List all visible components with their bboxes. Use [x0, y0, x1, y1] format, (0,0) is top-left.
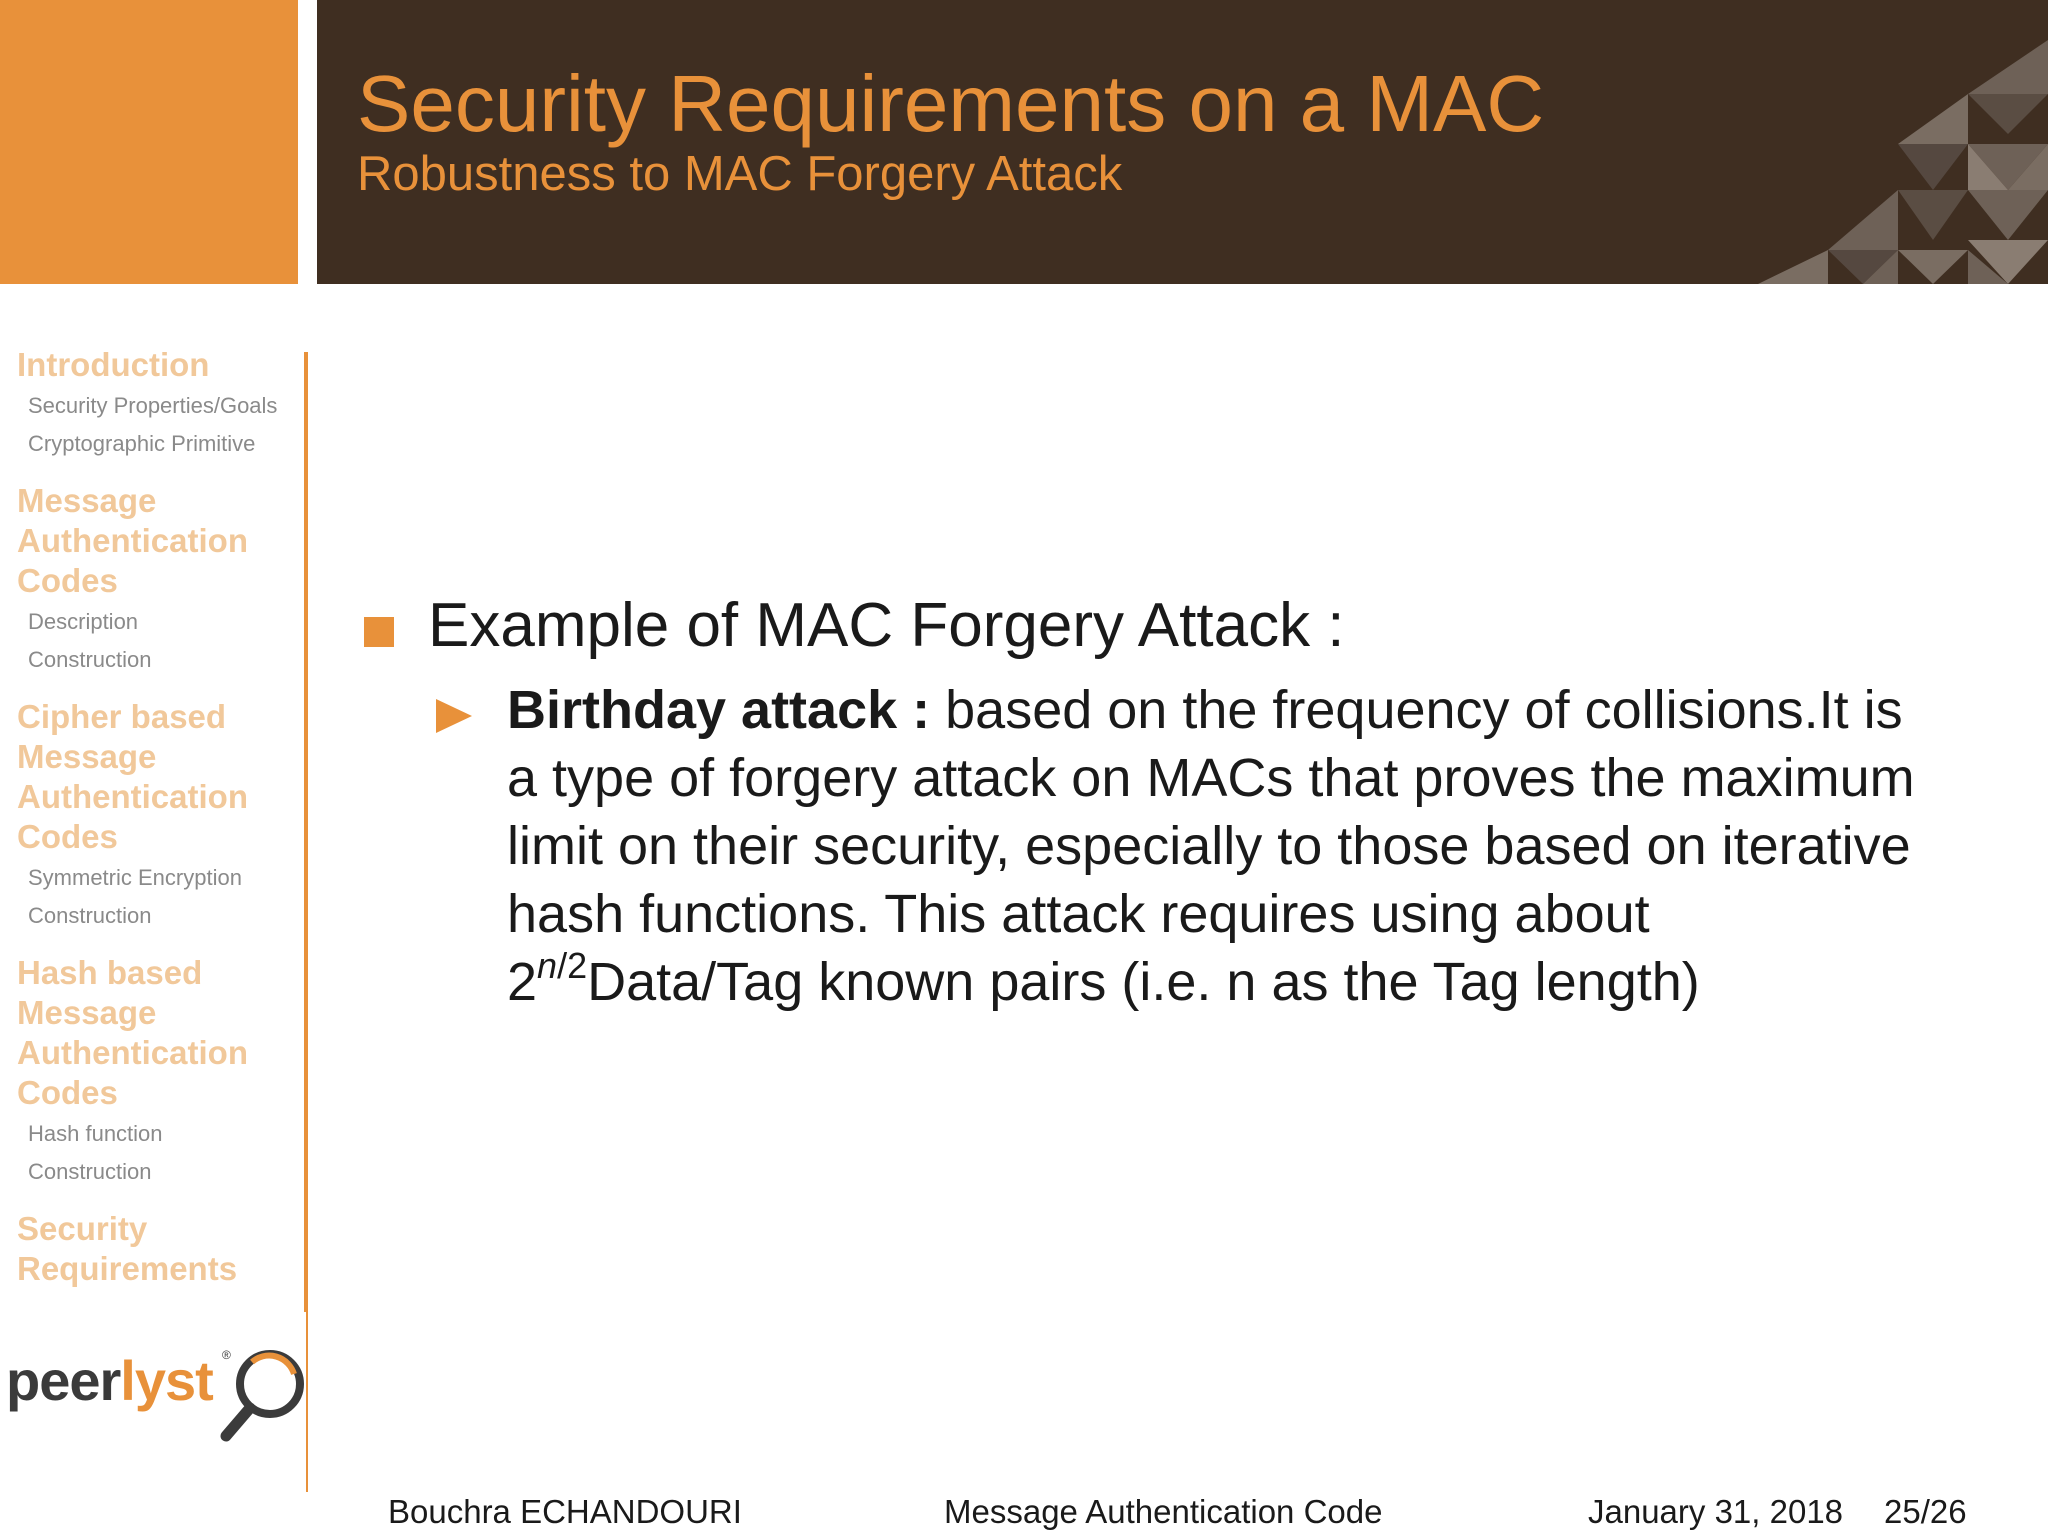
- toc-section-line: Cipher based: [17, 698, 227, 735]
- toc-section-cmac[interactable]: [0, 697, 300, 857]
- peerlyst-logo: [6, 1348, 306, 1448]
- term-label: Birthday attack :: [507, 680, 931, 740]
- toc-section-line: Security: [17, 1210, 148, 1247]
- paragraph-line: a type of forgery attack on MACs that proves the maximum: [507, 748, 1915, 808]
- toc-item-description[interactable]: Description: [28, 609, 139, 634]
- toc-section-line: Codes: [17, 818, 118, 855]
- toc-section-line: Codes: [17, 562, 118, 599]
- sidebar-divider: [304, 352, 308, 1312]
- paragraph-line: $2^{n/2}Data$/Tag known pairs (i.e. n as the Tag length): [507, 945, 1700, 1012]
- logo-wordmark: peerlyst: [6, 1349, 213, 1412]
- bullet-square: [364, 617, 394, 647]
- toc-section-line: Authentication: [17, 1034, 248, 1071]
- header-divider: [298, 0, 307, 284]
- table-of-contents: [0, 345, 300, 1310]
- arrow-bullet-icon: [436, 699, 472, 733]
- footer-author: Bouchra ECHANDOURI: [388, 1493, 742, 1530]
- toc-item-security-properties[interactable]: Security Properties/Goals: [28, 393, 278, 418]
- toc-section-hmac[interactable]: [0, 953, 300, 1113]
- exponent: n/2: [537, 945, 588, 986]
- toc-section-mac[interactable]: [0, 481, 300, 601]
- footer-page-number: 25/26: [1884, 1493, 1967, 1530]
- slide-subtitle: Robustness to MAC Forgery Attack: [357, 147, 1123, 201]
- bullet-item-heading: Example of MAC Forgery Attack :: [428, 591, 1345, 660]
- toc-section-introduction[interactable]: Introduction: [17, 346, 210, 383]
- footer-date: January 31, 2018: [1588, 1493, 1844, 1530]
- toc-section-line: Authentication: [17, 522, 248, 559]
- paragraph-line: hash functions. This attack requires using about: [507, 884, 1650, 944]
- paragraph-line: Birthday attack : based on the frequency of collisions.It is: [507, 680, 1903, 740]
- toc-item-construction[interactable]: Construction: [28, 903, 152, 928]
- toc-section-line: Requirements: [17, 1250, 238, 1287]
- toc-item-construction[interactable]: Construction: [28, 647, 152, 672]
- toc-section-line: Authentication: [17, 778, 248, 815]
- toc-item-hash-function[interactable]: Hash function: [28, 1121, 163, 1146]
- slide-title: Security Requirements on a MAC: [357, 59, 1545, 148]
- toc-item-construction[interactable]: Construction: [28, 1159, 152, 1184]
- toc-section-line: Hash based: [17, 954, 203, 991]
- toc-item-cryptographic-primitive[interactable]: Cryptographic Primitive: [28, 431, 256, 456]
- toc-section-line: Message: [17, 738, 157, 775]
- paragraph-line: limit on their security, especially to those based on iterative: [507, 816, 1911, 876]
- footer-title: Message Authentication Code: [944, 1493, 1383, 1530]
- toc-section-security-requirements[interactable]: [0, 1209, 300, 1289]
- toc-section-line: Message: [17, 482, 157, 519]
- header-orange-block: [0, 0, 298, 284]
- toc-section-line: Message: [17, 994, 157, 1031]
- toc-item-symmetric-encryption[interactable]: Symmetric Encryption: [28, 865, 242, 890]
- triangle-pattern: [1758, 0, 2048, 284]
- magnifier-icon: [216, 1344, 312, 1448]
- toc-section-line: Codes: [17, 1074, 118, 1111]
- registered-mark: ®: [222, 1348, 231, 1362]
- bullet-paragraph: [507, 676, 2007, 1022]
